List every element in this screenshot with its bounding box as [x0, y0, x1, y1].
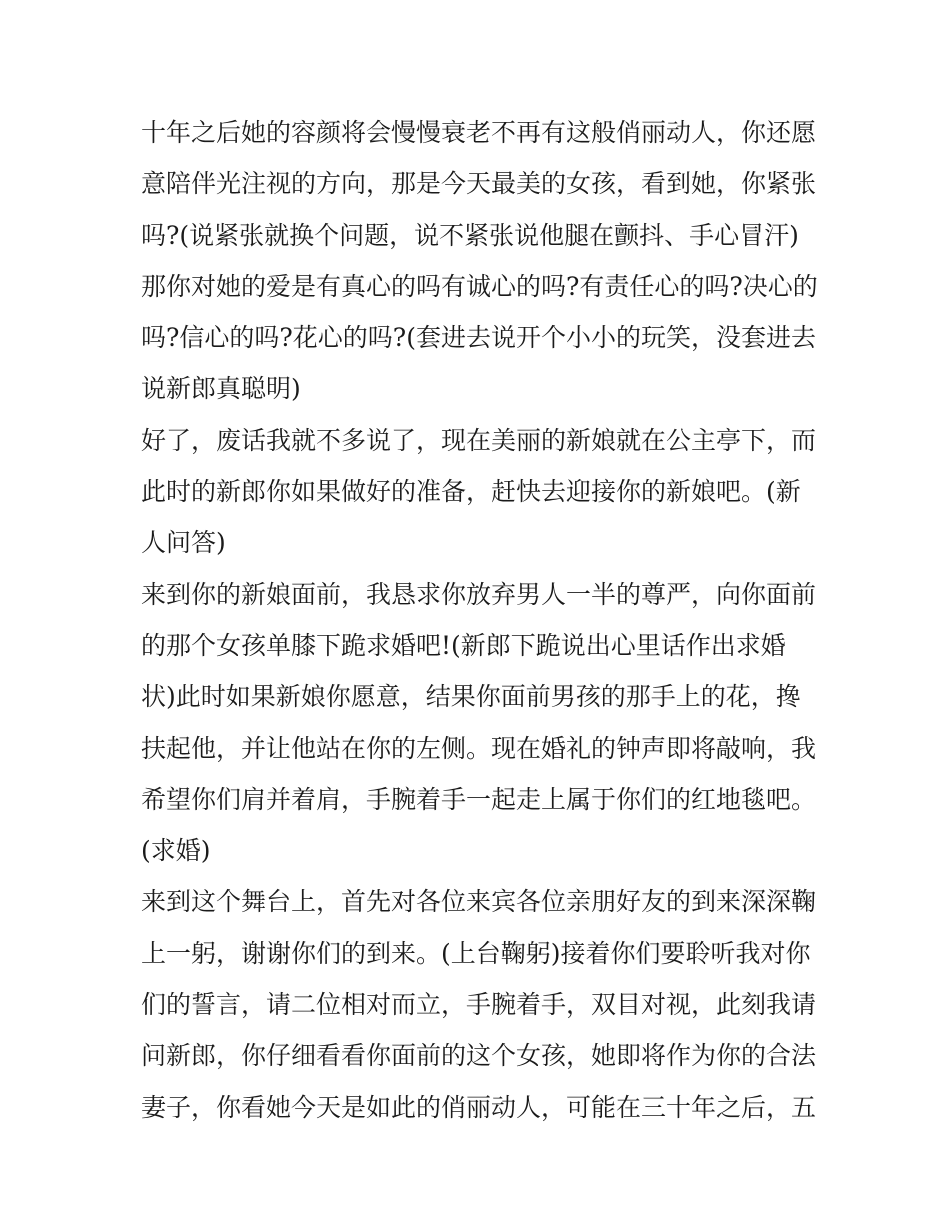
text-line: 意陪伴光注视的方向，那是今天最美的女孩，看到她，你紧张	[141, 169, 817, 199]
text-line: (求婚)	[141, 836, 211, 866]
text-line: 来到你的新娘面前，我恳求你放弃男人一半的尊严，向你面前	[141, 579, 817, 609]
text-line: 的那个女孩单膝下跪求婚吧!(新郎下跪说出心里话作出求婚	[141, 630, 786, 660]
text-line: 状)此时如果新娘你愿意，结果你面前男孩的那手上的花，搀	[141, 682, 801, 712]
text-line: 说新郎真聪明)	[141, 374, 301, 404]
text-line: 此时的新郎你如果做好的准备，赶快去迎接你的新娘吧。(新	[141, 477, 801, 507]
text-line: 那你对她的爱是有真心的吗有诚心的吗?有责任心的吗?决心的	[141, 271, 818, 301]
text-line: 来到这个舞台上，首先对各位来宾各位亲朋好友的到来深深鞠	[141, 887, 817, 917]
text-line: 吗?信心的吗?花心的吗?(套进去说开个小小的玩笑，没套进去	[141, 323, 816, 353]
text-line: 好了，废话我就不多说了，现在美丽的新娘就在公主亭下，而	[141, 425, 817, 455]
text-line: 扶起他，并让他站在你的左侧。现在婚礼的钟声即将敲响，我	[141, 733, 817, 763]
body-text	[141, 107, 821, 1133]
text-line: 上一躬，谢谢你们的到来。(上台鞠躬)接着你们要聆听我对你	[141, 938, 811, 968]
text-line: 问新郎，你仔细看看你面前的这个女孩，她即将作为你的合法	[141, 1041, 817, 1071]
text-line: 们的誓言，请二位相对而立，手腕着手，双目对视，此刻我请	[141, 990, 817, 1020]
text-line: 人问答)	[141, 528, 226, 558]
text-line: 十年之后她的容颜将会慢慢衰老不再有这般俏丽动人，你还愿	[141, 118, 817, 147]
text-line: 妻子，你看她今天是如此的俏丽动人，可能在三十年之后，五	[141, 1092, 817, 1122]
text-line: 希望你们肩并着肩，手腕着手一起走上属于你们的红地毯吧。	[141, 784, 817, 814]
text-line: 吗?(说紧张就换个问题，说不紧张说他腿在颤抖、手心冒汗)	[141, 220, 799, 250]
